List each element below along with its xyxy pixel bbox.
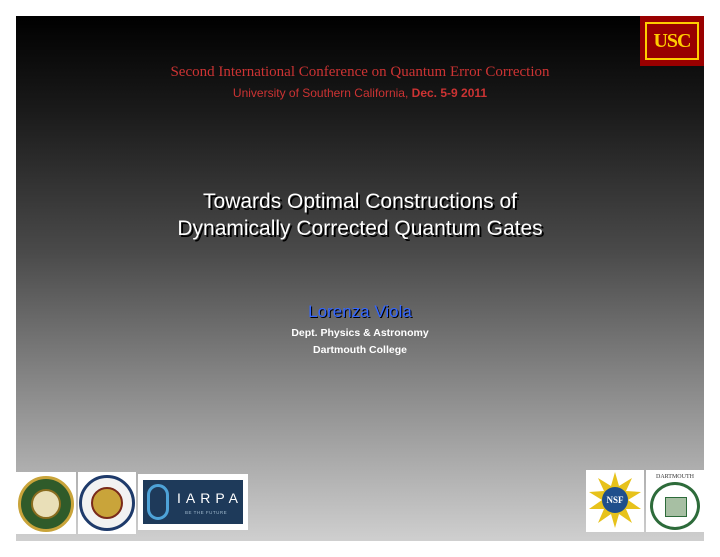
talk-title-line-2: Dynamically Corrected Quantum Gates [177,217,543,240]
iarpa-logo [143,480,243,524]
usc-logo [640,16,704,66]
conference-subtitle [16,86,704,100]
conference-venue: University of Southern California, [232,86,409,100]
nsf-text: NSF [606,495,624,505]
nsa-seal-icon [79,475,135,531]
iarpa-tagline: BE THE FUTURE [185,510,228,515]
author-department: Dept. Physics & Astronomy [291,327,429,339]
iarpa-wordmark: IARPA [177,490,243,506]
slide [16,16,704,541]
nsf-logo [586,470,644,532]
talk-title [16,188,704,242]
author-name: Lorenza Viola [308,302,412,321]
usc-logo-text: USC [645,22,699,60]
iarpa-mark-icon [147,484,169,520]
conference-title: Second International Conference on Quantum Error Correction [170,64,550,80]
talk-title-line-1: Towards Optimal Constructions of [203,190,517,213]
dartmouth-wordmark: DARTMOUTH [656,474,694,480]
nsa-seal [78,472,136,534]
conference-dates: Dec. 5-9 2011 [411,86,488,100]
seal-1-icon [18,476,74,532]
author-institution: Dartmouth College [313,344,407,356]
dartmouth-seal-icon [650,482,700,530]
sponsor-seal-1 [16,472,76,534]
